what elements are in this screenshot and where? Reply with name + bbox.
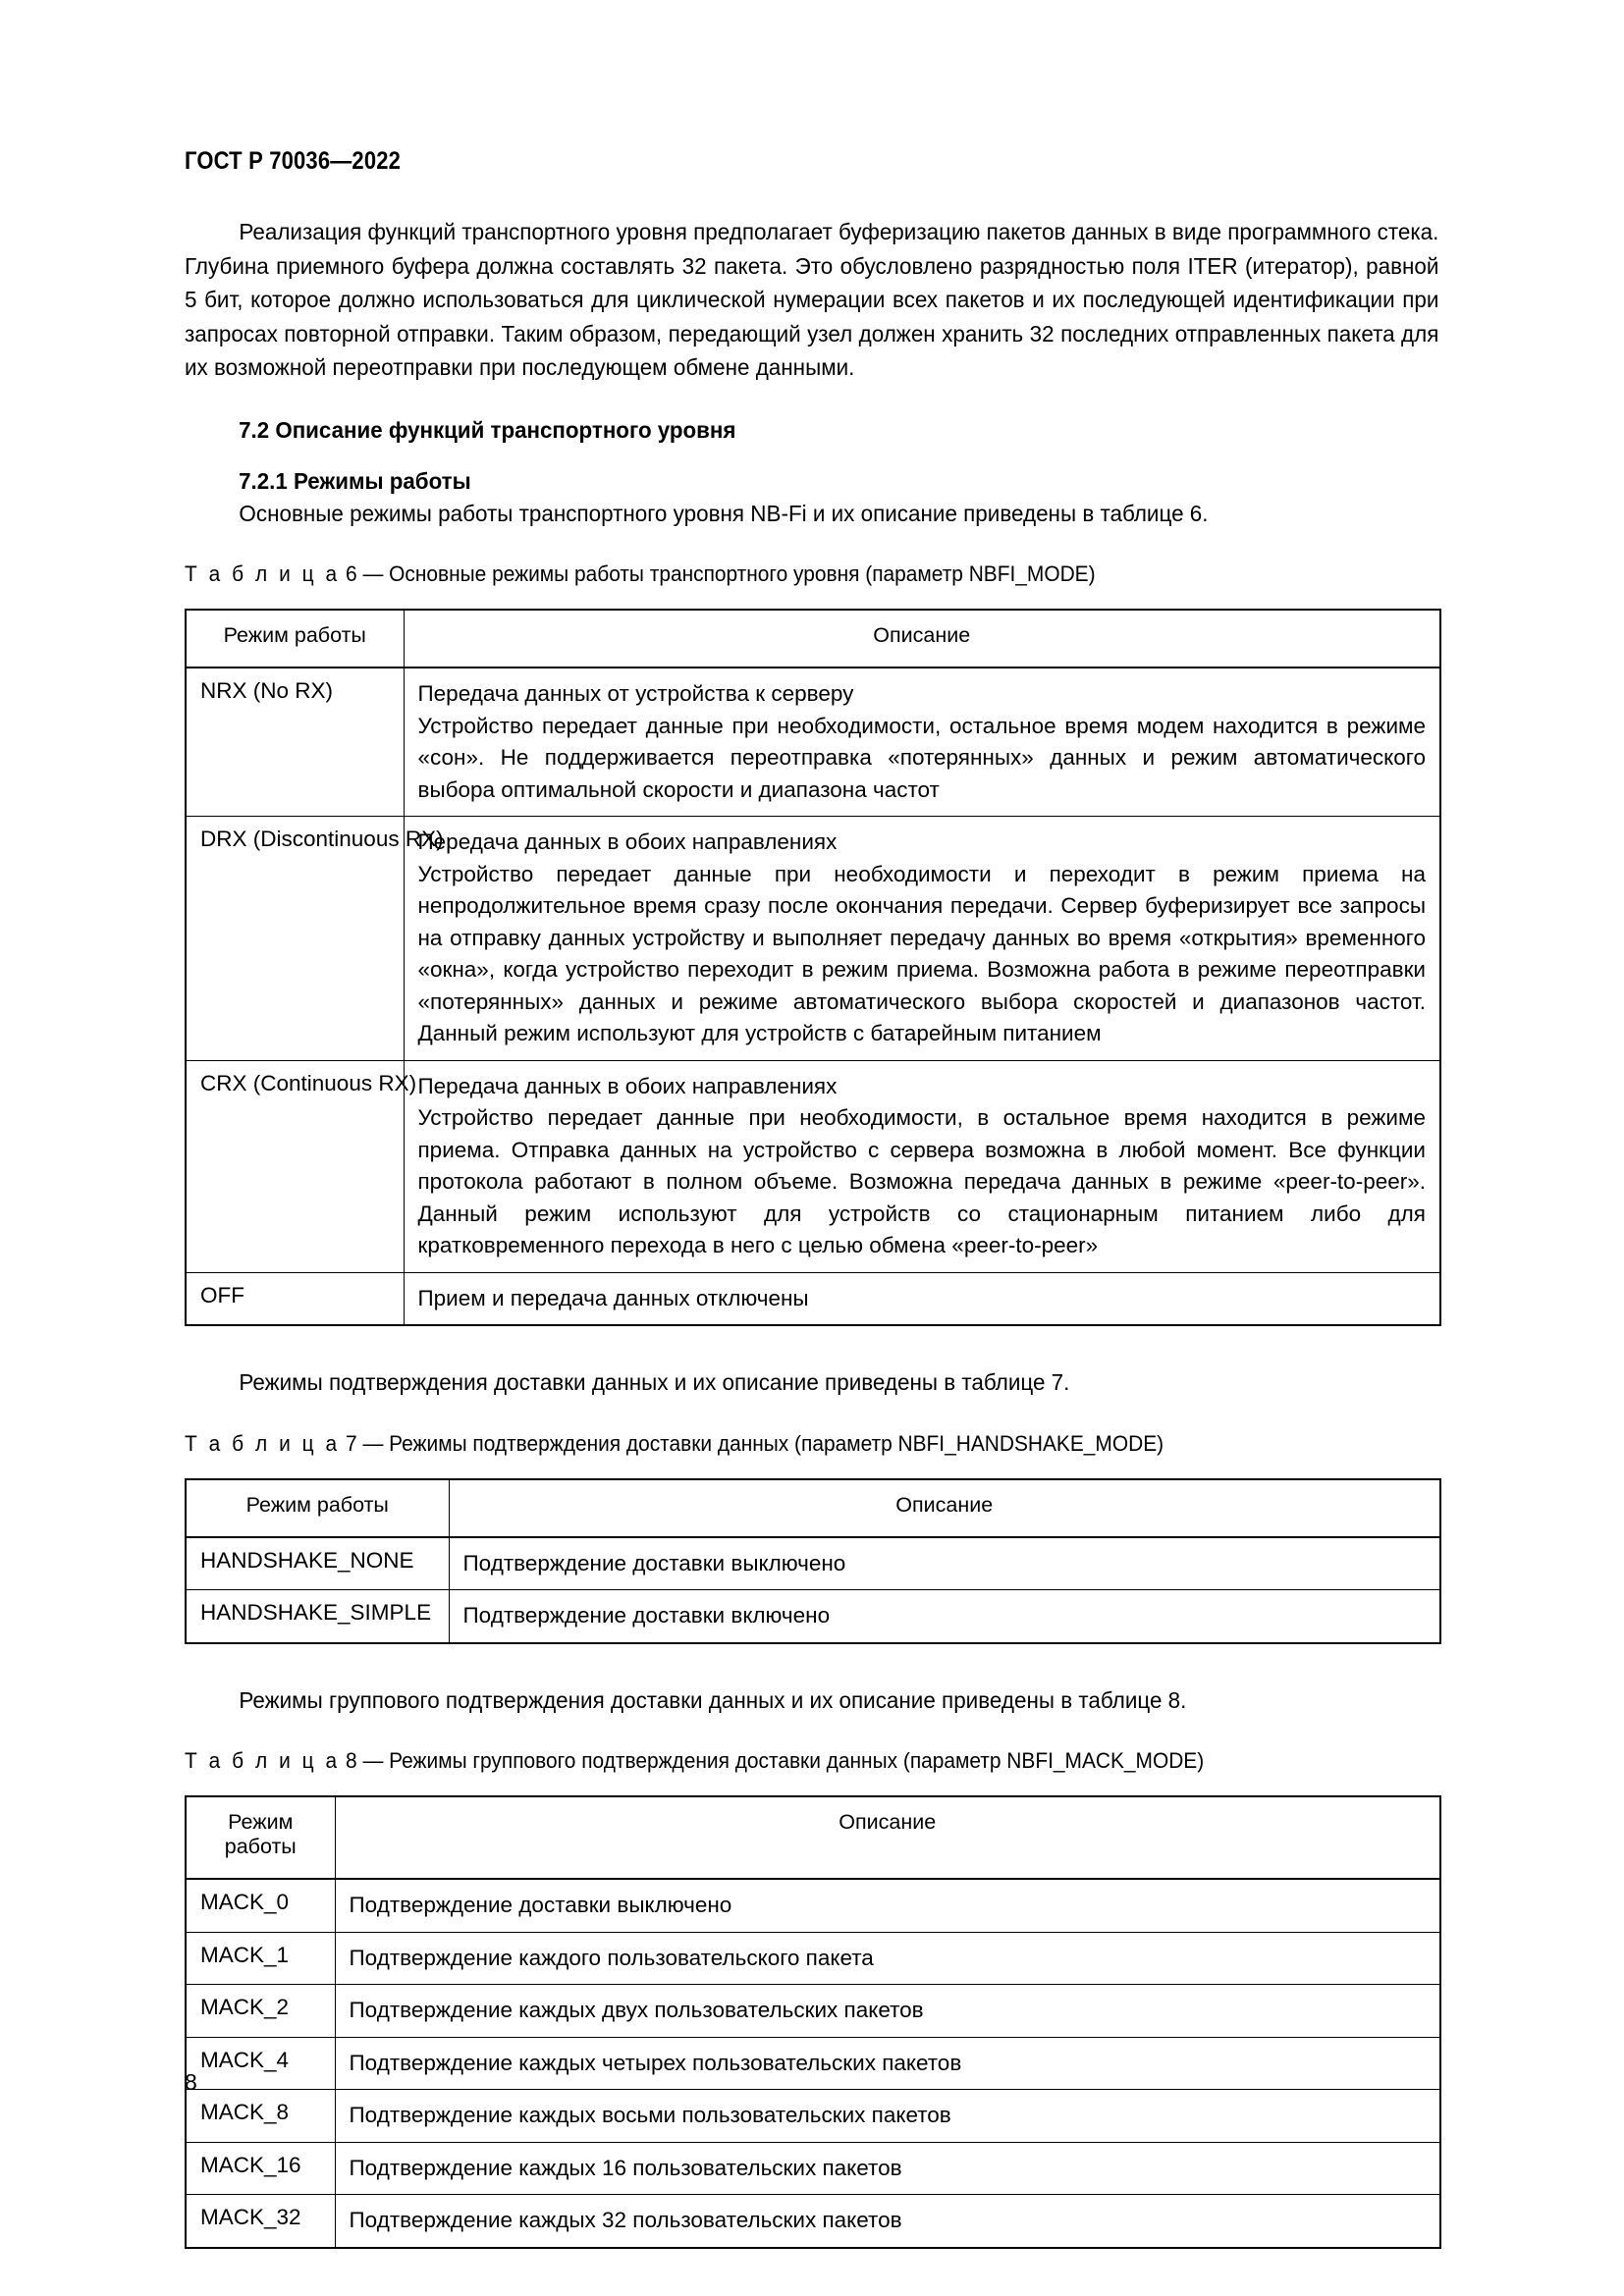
table7-caption-text: 7 — Режимы подтверждения доставки данных (параметр NBFI_HANDSHAKE_MODE) — [346, 1430, 1164, 1456]
table6-desc-line: Передача данных от устройства к серверу — [417, 681, 854, 706]
table6 — [185, 609, 1441, 1326]
running-head: ГОСТ Р 70036—2022 — [185, 147, 402, 175]
table8-cell-description: Подтверждение каждых 32 пользовательских пакетов — [335, 2195, 1440, 2248]
intro-paragraph: Реализация функций транспортного уровня предполагает буферизацию пакетов данных в виде программного стека. Глубина приемного буфера должна составлять 32 пакета. Это обусловлено разрядностью поля ITER (итератор), равной 5 бит, которое должно использоваться для циклической нумерации всех пакетов и их последующей идентификации при запросах повторной отправки. Таким образом, передающий узел должен хранить 32 последних отправленных пакета для их возможной переотправки при последующем обмене данными. — [185, 219, 1439, 380]
table6-header-mode: Режим работы — [186, 610, 404, 667]
table6-desc-line: Передача данных в обоих направлениях — [417, 829, 838, 854]
table8-cell-description: Подтверждение доставки выключено — [335, 1879, 1440, 1932]
table-row — [186, 817, 1440, 1061]
table8-cell-mode: MACK_1 — [186, 1932, 335, 1985]
section-heading-7-2: 7.2 Описание функций транспортного уровня — [239, 416, 736, 443]
table-row — [186, 667, 1440, 817]
table6-caption-label: Т а б л и ц а — [185, 561, 341, 586]
table7-cell-mode: HANDSHAKE_NONE — [186, 1537, 449, 1590]
table6-cell-mode: OFF — [186, 1272, 404, 1325]
table6-desc-line: Устройство передает данные при необходимости, остальное время модем находится в режиме «сон». Не поддерживается переотправка «потерянных» данных и режим автоматического выбора оптимальной скорости и диапазона частот — [417, 713, 1426, 802]
table8-cell-mode: MACK_8 — [186, 2090, 335, 2143]
table-row — [186, 2195, 1440, 2248]
table-row — [186, 1537, 1440, 1590]
table6-cell-description: Прием и передача данных отключены — [404, 1272, 1440, 1325]
table6-header-description: Описание — [404, 610, 1440, 667]
lead-table7: Режимы подтверждения доставки данных и их описание приведены в таблице 7. — [239, 1369, 1070, 1395]
table8-cell-description: Подтверждение каждых 16 пользовательских пакетов — [335, 2142, 1440, 2195]
table8-cell-mode: MACK_4 — [186, 2037, 335, 2090]
table7-cell-mode: HANDSHAKE_SIMPLE — [186, 1590, 449, 1643]
table7-header-row — [186, 1479, 1440, 1537]
section-7-2-1-lead: Основные режимы работы транспортного уровня NB-Fi и их описание приведены в таблице 6. — [239, 500, 1209, 526]
page-content — [185, 147, 1441, 2249]
table-row — [186, 2090, 1440, 2143]
table8-cell-description: Подтверждение каждых двух пользовательских пакетов — [335, 1985, 1440, 2038]
table8-cell-mode: MACK_0 — [186, 1879, 335, 1932]
table6-desc-line: Устройство передает данные при необходимости и переходит в режим приема на непродолжительное время сразу после окончания передачи. Сервер буферизирует все запросы на отправку данных устройству и выполняет передачу данных во время «открытия» временного «окна», когда устройство переходит в режим приема. Возможна работа в режиме переотправки «потерянных» данных и режиме автоматического выбора скоростей и диапазонов частот. Данный режим используют для устройств с батарейным питанием — [417, 861, 1426, 1045]
lead-table8: Режимы группового подтверждения доставки данных и их описание приведены в таблице 8. — [239, 1686, 1187, 1713]
table6-cell-mode: DRX (Discontinuous RX) — [186, 817, 404, 1061]
table6-header-row — [186, 610, 1440, 667]
table7-cell-description: Подтверждение доставки включено — [449, 1590, 1440, 1643]
table7-caption-label: Т а б л и ц а — [185, 1430, 341, 1456]
table8-caption-label: Т а б л и ц а — [185, 1748, 341, 1773]
table7-header-description: Описание — [449, 1479, 1440, 1537]
table6-cell-mode: NRX (No RX) — [186, 667, 404, 817]
table8-cell-description: Подтверждение каждых четырех пользовательских пакетов — [335, 2037, 1440, 2090]
table-row — [186, 1879, 1440, 1932]
table6-caption — [185, 560, 1379, 589]
table-row — [186, 1590, 1440, 1643]
table7-cell-description: Подтверждение доставки выключено — [449, 1537, 1440, 1590]
table8-header-description: Описание — [335, 1796, 1440, 1879]
table8-cell-mode: MACK_2 — [186, 1985, 335, 2038]
table-row — [186, 1060, 1440, 1272]
table-row — [186, 2142, 1440, 2195]
table8-caption-text: 8 — Режимы группового подтверждения доставки данных (параметр NBFI_MACK_MODE) — [346, 1748, 1205, 1773]
table6-cell-mode: CRX (Continuous RX) — [186, 1060, 404, 1272]
table6-caption-text: 6 — Основные режимы работы транспортного уровня (параметр NBFI_MODE) — [346, 561, 1096, 586]
table8-caption — [185, 1746, 1379, 1776]
table7-header-mode: Режим работы — [186, 1479, 449, 1537]
table7 — [185, 1478, 1441, 1644]
table8-cell-mode: MACK_16 — [186, 2142, 335, 2195]
table8-cell-description: Подтверждение каждого пользовательского пакета — [335, 1932, 1440, 1985]
table6-cell-description — [404, 1060, 1440, 1272]
table8-header-mode: Режим работы — [186, 1796, 335, 1879]
table8-cell-mode: MACK_32 — [186, 2195, 335, 2248]
table6-desc-line: Передача данных в обоих направлениях — [417, 1073, 838, 1098]
section-heading-7-2-1: 7.2.1 Режимы работы — [239, 467, 471, 494]
table-row — [186, 2037, 1440, 2090]
table-row — [186, 1272, 1440, 1325]
table7-caption — [185, 1429, 1379, 1459]
table6-desc-line: Устройство передает данные при необходимости, в остальное время находится в режиме приема. Отправка данных на устройство с сервера возможна в любой момент. Все функции протокола работают в полном объеме. Возможна передача данных в режиме «peer-to-peer». Данный режим используют для устройств со стационарным питанием либо для кратковременного перехода в него с целью обмена «peer-to-peer» — [417, 1105, 1426, 1257]
table8-header-row — [186, 1796, 1440, 1879]
table-row — [186, 1985, 1440, 2038]
table6-cell-description — [404, 667, 1440, 817]
table8-cell-description: Подтверждение каждых восьми пользовательских пакетов — [335, 2090, 1440, 2143]
page-number: 8 — [185, 2069, 197, 2095]
table-row — [186, 1932, 1440, 1985]
table6-cell-description — [404, 817, 1440, 1061]
table8 — [185, 1795, 1441, 2249]
